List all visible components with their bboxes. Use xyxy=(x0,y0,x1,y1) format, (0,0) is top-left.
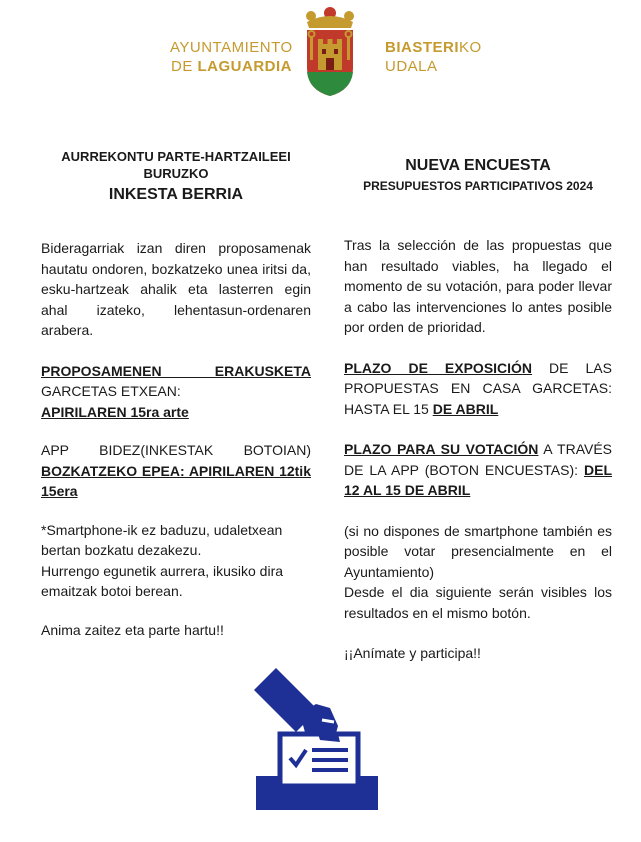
brand-left-line1: AYUNTAMIENTO xyxy=(170,39,293,56)
left-title-line2: BURUZKO xyxy=(143,166,209,181)
right-vote-date: DEL 12 AL 15 DE ABRIL xyxy=(344,461,612,498)
left-app-line: APP BIDEZ(INKESTAK BOTOIAN) xyxy=(41,442,311,458)
right-title-big: NUEVA ENCUESTA xyxy=(405,157,551,174)
left-vote-block xyxy=(41,440,311,502)
left-closing: Anima zaitez eta parte hartu!! xyxy=(41,621,224,638)
brand-left-line2 xyxy=(170,57,292,76)
brand-right-rest: KO xyxy=(459,39,482,56)
left-title-big: INKESTA BERRIA xyxy=(108,186,244,203)
brand-right-line1 xyxy=(385,38,495,57)
left-expo-date: APIRILAREN 15ra arte xyxy=(41,403,189,420)
left-intro: Bideragarriak izan diren proposamenak hautatu ondoren, bozkatzeko unea iritsi da, esku-hartzeak ahalik eta lasterren egin ahal izateko, lehentasun-ordenaren arabera. xyxy=(41,240,311,338)
coat-of-arms-icon xyxy=(301,6,359,98)
left-expo-heading: PROPOSAMENEN ERAKUSKETA xyxy=(41,362,311,379)
brand-right-bold: BIASTERI xyxy=(385,39,460,56)
right-title-sub: PRESUPUESTOS PARTICIPATIVOS 2024 xyxy=(363,179,593,193)
left-column xyxy=(41,148,311,640)
ballot-box-vote-icon xyxy=(250,664,384,812)
right-closing: ¡¡Anímate y participa!! xyxy=(344,645,481,661)
right-intro: Tras la selección de las propuestas que han resultado viables, ha llegado el momento de su votación, para poder llevar a cabo las intervenciones lo antes posible por orden de prioridad. xyxy=(344,237,612,335)
right-column xyxy=(344,155,612,664)
right-vote-block xyxy=(344,439,612,501)
left-smartphone-note: *Smartphone-ik ez baduzu, udaletxean bertan bozkatu dezakezu. xyxy=(41,521,283,558)
right-results-note: Desde el dia siguiente serán visibles los resultados en el mismo botón. xyxy=(344,584,612,621)
left-title-line1: AURREKONTU PARTE-HARTZAILEEI xyxy=(61,149,291,164)
right-vote-heading: PLAZO PARA SU VOTACIÓN xyxy=(344,441,539,457)
right-expo-text: DE LAS PROPUESTAS EN CASA GARCETAS: HASTA EL 15 xyxy=(344,359,612,417)
brand-left xyxy=(170,38,292,76)
right-vote-text: A TRAVÉS DE LA APP (BOTON ENCUESTAS): xyxy=(344,441,613,478)
brand-right-line2: UDALA xyxy=(385,58,438,75)
right-expo-date: DE ABRIL xyxy=(432,400,499,417)
right-expo-block xyxy=(344,358,612,420)
left-expo-block xyxy=(41,361,311,423)
brand-left-prefix: DE xyxy=(170,58,198,75)
brand-left-bold: LAGUARDIA xyxy=(197,58,292,75)
right-smartphone-note: (si no dispones de smartphone también es posible votar presencialmente en el Ayuntamiento) xyxy=(344,522,612,580)
right-expo-heading: PLAZO DE EXPOSICIÓN xyxy=(344,359,533,376)
left-vote-period: BOZKATZEKO EPEA: APIRILAREN 12tik 15era xyxy=(41,462,311,499)
brand-right xyxy=(385,38,495,76)
left-expo-place: GARCETAS ETXEAN: xyxy=(41,383,181,399)
left-results-note: Hurrengo egunetik aurrera, ikusiko dira emaitzak botoi berean. xyxy=(41,562,284,599)
header xyxy=(0,0,641,110)
